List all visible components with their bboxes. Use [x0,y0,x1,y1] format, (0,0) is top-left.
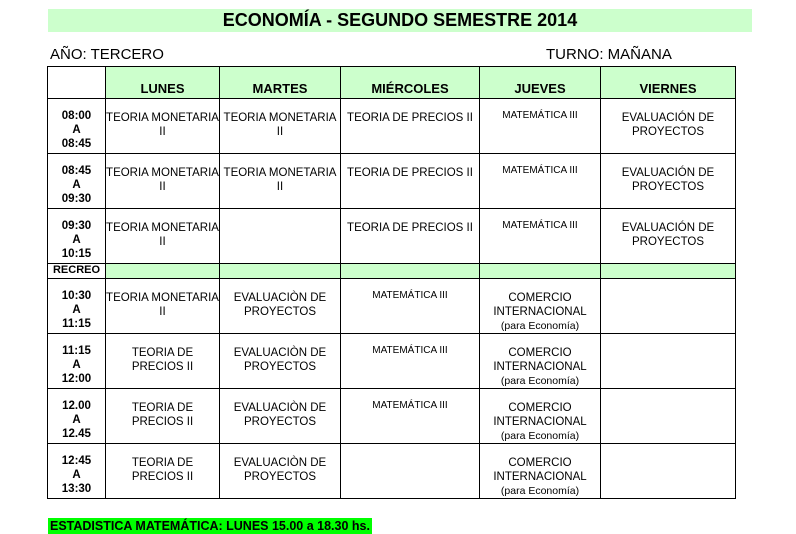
day-header: JUEVES [480,67,601,99]
time-slot-row [48,334,736,389]
day-header: MARTES [220,67,341,99]
class-cell [341,279,480,334]
subject-text: MATEMÁTICA III [372,400,448,411]
class-cell [601,209,736,264]
subject-text: TEORIA MONETARIA II [223,167,337,193]
class-cell [341,209,480,264]
subject-text: EVALUACIÓN DE PROYECTOS [621,222,715,248]
time-line: 12:00 [61,373,92,385]
class-cell [106,154,220,209]
time-cell [48,444,106,499]
recess-cell [601,264,736,279]
subject-text: TEORIA DE PRECIOS II [131,347,194,373]
subject-text: TEORIA DE PRECIOS II [347,167,473,179]
class-cell [480,154,601,209]
class-cell [480,334,601,389]
subject-text: TEORIA MONETARIA II [106,112,219,138]
class-cell [341,334,480,389]
time-slot-row [48,279,736,334]
recess-label: RECREO [48,264,106,279]
year-label: AÑO: TERCERO [50,46,164,63]
time-cell [48,209,106,264]
time-line: 09:30 [61,193,92,205]
class-cell [220,209,341,264]
class-cell [480,209,601,264]
time-slot-row [48,99,736,154]
class-cell [220,334,341,389]
footer-note: ESTADISTICA MATEMÁTICA: LUNES 15.00 a 18.30 hs. [50,519,370,533]
subject-note: (para Economía) [500,375,580,387]
class-cell [106,444,220,499]
time-line: 11:15 [62,318,91,330]
class-cell [220,154,341,209]
subject-text: COMERCIO INTERNACIONAL [493,402,587,428]
subject-text: TEORIA MONETARIA II [106,222,219,248]
subject-text: MATEMÁTICA III [502,220,578,231]
class-cell [220,444,341,499]
time-cell [48,389,106,444]
time-line: A [72,359,81,371]
subject-text: EVALUACIÓN DE PROYECTOS [621,167,715,193]
recess-row [48,264,736,279]
subject-note: (para Economía) [500,430,580,442]
time-slot-row [48,209,736,264]
subject-text: TEORIA MONETARIA II [106,292,219,318]
corner-cell [48,67,106,99]
subject-text: TEORIA DE PRECIOS II [131,402,194,428]
class-cell [480,444,601,499]
subject-text: TEORIA DE PRECIOS II [347,222,473,234]
class-cell [106,279,220,334]
class-cell [220,99,341,154]
class-cell [601,279,736,334]
schedule-table [47,66,736,499]
time-line: A [72,414,81,426]
subject-text: EVALUACIÒN DE PROYECTOS [233,292,327,318]
recess-cell [106,264,220,279]
time-line: A [72,304,81,316]
class-cell [220,389,341,444]
time-line: 11:15 [62,345,91,357]
class-cell [601,389,736,444]
day-header: VIERNES [601,67,736,99]
recess-cell [220,264,341,279]
subject-text: MATEMÁTICA III [502,165,578,176]
class-cell [601,444,736,499]
time-line: A [72,124,81,136]
subject-text: MATEMÁTICA III [372,290,448,301]
class-cell [480,279,601,334]
subject-text: COMERCIO INTERNACIONAL [493,347,587,373]
subject-text: MATEMÁTICA III [502,110,578,121]
subject-text: MATEMÁTICA III [372,345,448,356]
subject-text: COMERCIO INTERNACIONAL [493,457,587,483]
class-cell [106,334,220,389]
subject-note: (para Economía) [500,485,580,497]
day-header: LUNES [106,67,220,99]
time-cell [48,99,106,154]
recess-cell [341,264,480,279]
class-cell [341,154,480,209]
time-line: 08:00 [61,110,92,122]
time-cell [48,334,106,389]
time-line: 08:45 [61,165,92,177]
class-cell [220,279,341,334]
time-line: 08:45 [61,138,92,150]
subject-text: COMERCIO INTERNACIONAL [493,292,587,318]
time-line: 13:30 [61,483,92,495]
class-cell [106,209,220,264]
subject-text: TEORIA MONETARIA II [106,167,219,193]
time-cell [48,154,106,209]
class-cell [601,154,736,209]
class-cell [106,389,220,444]
subject-note: (para Economía) [500,320,580,332]
class-cell [601,99,736,154]
time-line: 12.00 [62,400,91,412]
class-cell [341,389,480,444]
time-line: 12:45 [61,455,92,467]
time-line: 12.45 [62,428,91,440]
class-cell [341,444,480,499]
time-line: A [72,469,81,481]
time-line: A [72,179,81,191]
time-line: 10:15 [61,248,92,260]
time-slot-row [48,389,736,444]
subject-text: TEORIA DE PRECIOS II [347,112,473,124]
time-line: A [72,234,81,246]
recess-cell [480,264,601,279]
subject-text: EVALUACIÒN DE PROYECTOS [233,402,327,428]
subject-text: TEORIA DE PRECIOS II [131,457,194,483]
subject-text: TEORIA MONETARIA II [223,112,337,138]
header-row [48,67,736,99]
time-slot-row [48,154,736,209]
subject-text: EVALUACIÒN DE PROYECTOS [233,457,327,483]
subject-text: EVALUACIÒN DE PROYECTOS [233,347,327,373]
shift-label: TURNO: MAÑANA [546,46,672,63]
time-line: 09:30 [61,220,92,232]
time-cell [48,279,106,334]
subject-text: EVALUACIÓN DE PROYECTOS [621,112,715,138]
class-cell [480,389,601,444]
time-slot-row [48,444,736,499]
time-line: 10:30 [61,290,92,302]
day-header: MIÉRCOLES [341,67,480,99]
class-cell [601,334,736,389]
class-cell [341,99,480,154]
page-title: ECONOMÍA - SEGUNDO SEMESTRE 2014 [48,9,752,32]
class-cell [106,99,220,154]
class-cell [480,99,601,154]
